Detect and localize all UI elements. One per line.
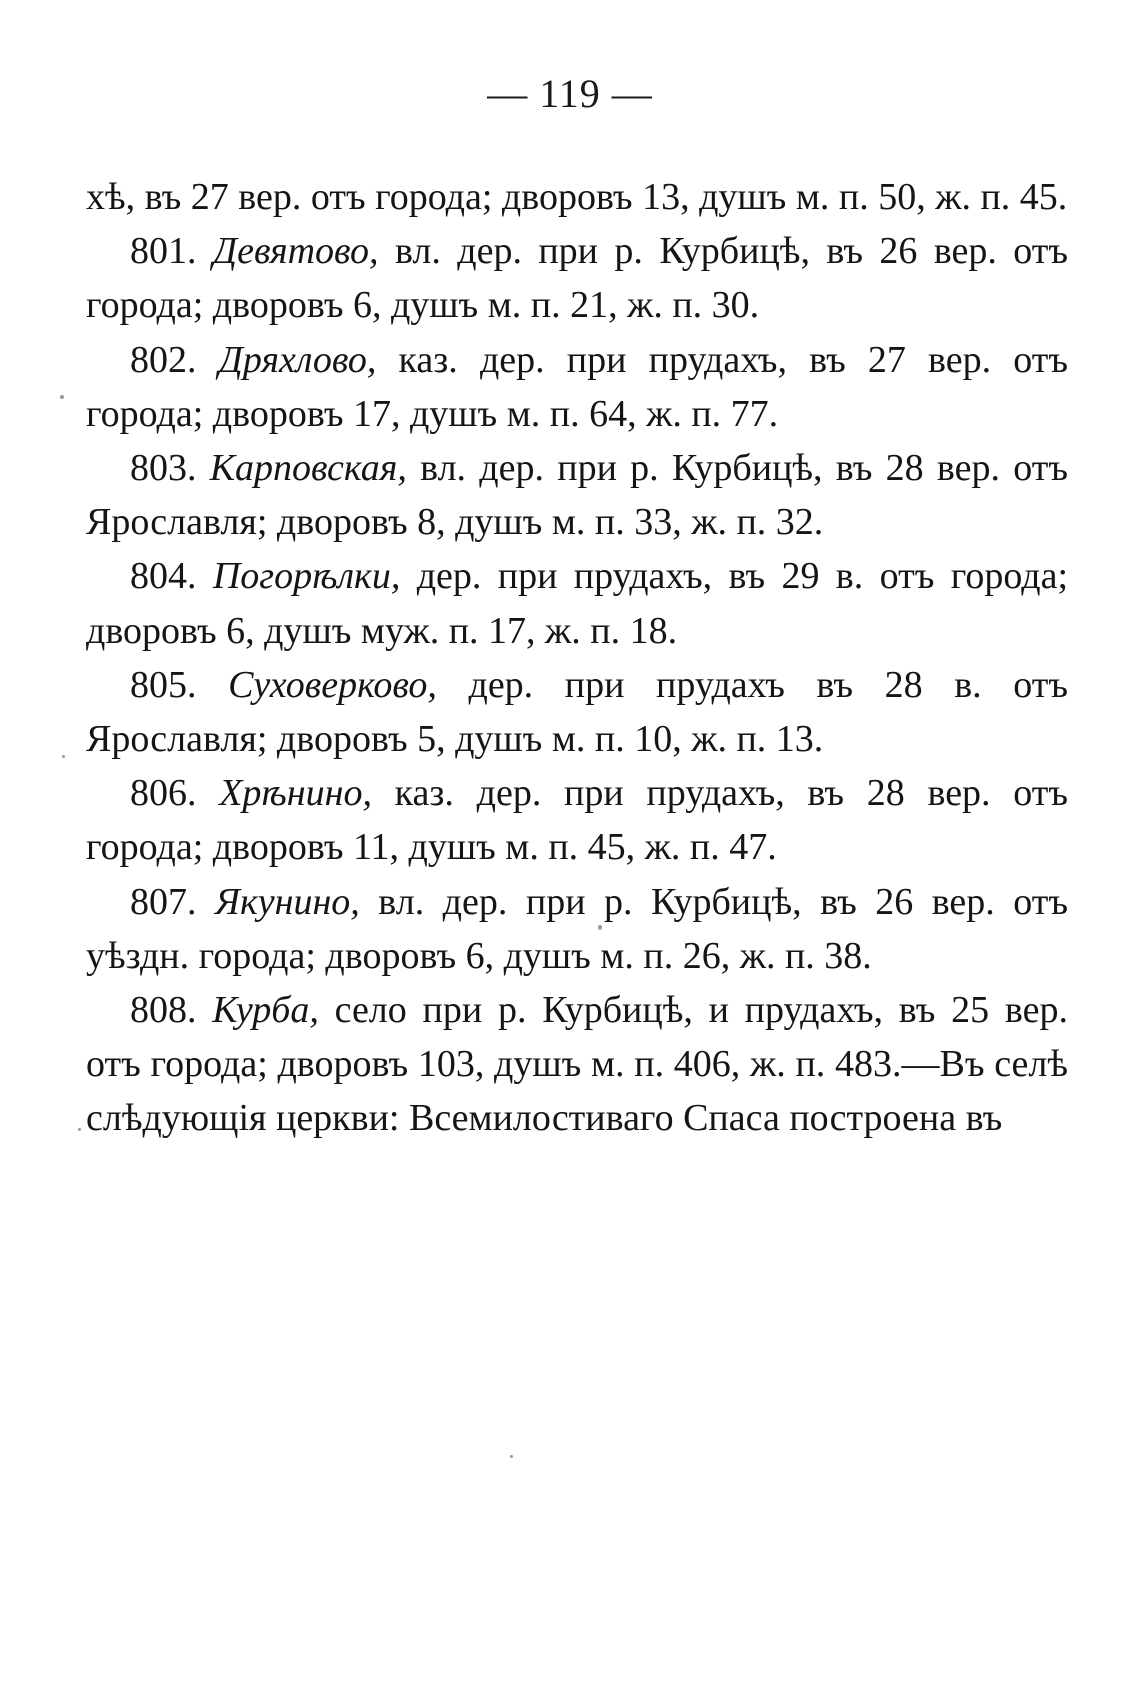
entry-number: 806. (130, 772, 197, 815)
entry-text: каз. дер. при прудахъ, въ 27 вер. отъ города; дворовъ 17, душъ м. п. 64, ж. п. 77. (86, 338, 1069, 435)
entry-number: 802. (130, 338, 197, 381)
entry-text: каз. дер. при прудахъ, въ 28 вер. отъ города; дворовъ 11, душъ м. п. 45, ж. п. 47. (86, 772, 1069, 869)
text-body (86, 170, 1068, 1146)
place-name: Карповская, (209, 447, 407, 490)
place-name: Дряхлово, (218, 338, 377, 381)
entry-807 (86, 875, 1068, 983)
entry-number: 808. (130, 989, 197, 1032)
scan-speck (78, 1128, 81, 1131)
entry-803 (86, 441, 1068, 549)
entry-number: 805. (130, 663, 197, 706)
entry-802 (86, 333, 1068, 441)
place-name: Девятово, (212, 230, 379, 273)
entry-text: дер. при прудахъ, въ 29 в. отъ города; дворовъ 6, душъ муж. п. 17, ж. п. 18. (86, 555, 1069, 652)
entry-number: 801. (130, 230, 197, 273)
scan-speck (60, 395, 64, 399)
paragraph-text: хѣ, въ 27 вер. отъ города; дворовъ 13, душъ м. п. 50, ж. п. 45. (86, 176, 1068, 218)
entry-808 (86, 983, 1068, 1146)
entry-number: 804. (130, 555, 197, 598)
place-name: Якунино, (214, 880, 360, 923)
entry-804 (86, 549, 1068, 657)
scan-speck (510, 1455, 513, 1458)
entry-text: вл. дер. при р. Курбицѣ, въ 26 вер. отъ города; дворовъ 6, душъ м. п. 21, ж. п. 30. (86, 230, 1069, 327)
paragraph-continuation (86, 170, 1068, 224)
entry-805 (86, 658, 1068, 766)
place-name: Хрѣнино, (219, 772, 372, 815)
scan-speck (62, 755, 65, 758)
place-name: Погорѣлки, (212, 555, 401, 598)
entry-801 (86, 224, 1068, 332)
entry-text: вл. дер. при р. Курбицѣ, въ 26 вер. отъ уѣздн. города; дворовъ 6, душъ м. п. 26, ж. п. 38. (86, 880, 1069, 977)
entry-text: село при р. Курбицѣ, и прудахъ, въ 25 вер. отъ города; дворовъ 103, душъ м. п. 406, ж. п. 483.—Въ селѣ слѣдующія церкви: Всемилостиваго Спаса построена въ (86, 989, 1069, 1140)
entry-text: вл. дер. при р. Курбицѣ, въ 28 вер. отъ Ярославля; дворовъ 8, душъ м. п. 33, ж. п. 32. (86, 447, 1069, 544)
place-name: Курба, (212, 989, 319, 1032)
page-number: — 119 — (487, 71, 653, 116)
scan-speck (598, 925, 602, 930)
place-name: Суховерково, (228, 663, 437, 706)
entry-number: 807. (130, 880, 197, 923)
entry-806 (86, 766, 1068, 874)
entry-text: дер. при прудахъ въ 28 в. отъ Ярославля; дворовъ 5, душъ м. п. 10, ж. п. 13. (86, 663, 1068, 761)
entry-number: 803. (130, 447, 197, 490)
